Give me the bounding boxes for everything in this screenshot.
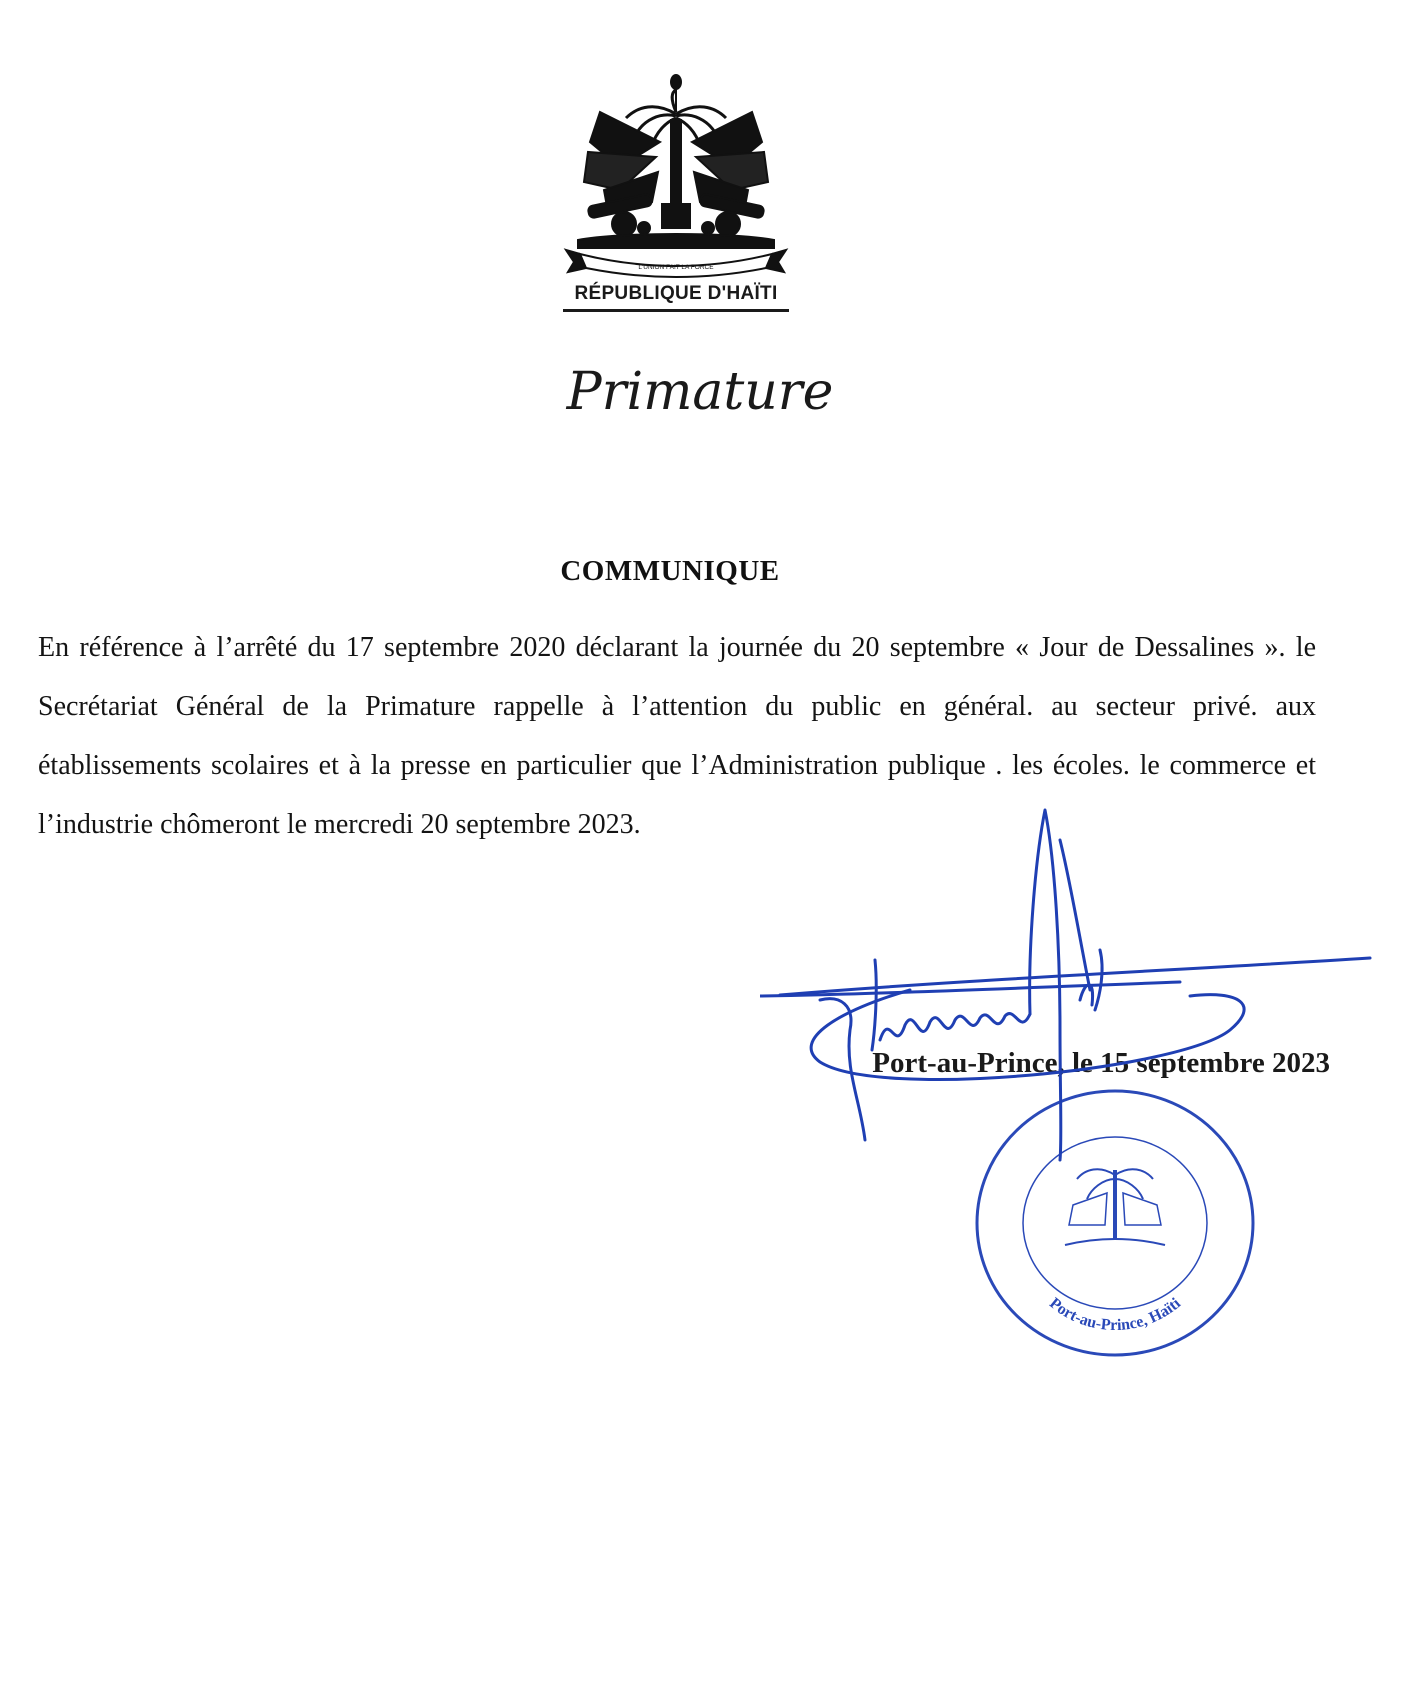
stamp-bottom-text xyxy=(1046,1295,1184,1334)
coat-of-arms-emblem xyxy=(560,72,792,282)
stamp-bottom-path: Port-au-Prince, Haïti xyxy=(1046,1294,1184,1335)
communique-body: En référence à l’arrêté du 17 septembre 2020 déclarant la journée du 20 septembre « Jour de Dessalines ». le Secrétariat Général de la Primature rappelle à l’attention du public en général. au secteur privé. aux établissements scolaires et à la presse en particulier que l’Administration publique . les écoles. le commerce et l’industrie chômeront le mercredi 20 septembre 2023. xyxy=(38,632,1316,840)
heading-underline xyxy=(563,309,789,312)
emblem-motto: L'UNION FAIT LA FORCE xyxy=(638,264,714,271)
office-name: Primature xyxy=(566,362,834,422)
republic-heading: RÉPUBLIQUE D'HAÏTI xyxy=(574,283,778,304)
place-and-date: Port-au-Prince, le 15 septembre 2023 xyxy=(872,1047,1330,1079)
communique-title: COMMUNIQUE xyxy=(560,555,780,587)
handwritten-signature xyxy=(760,800,1380,1200)
